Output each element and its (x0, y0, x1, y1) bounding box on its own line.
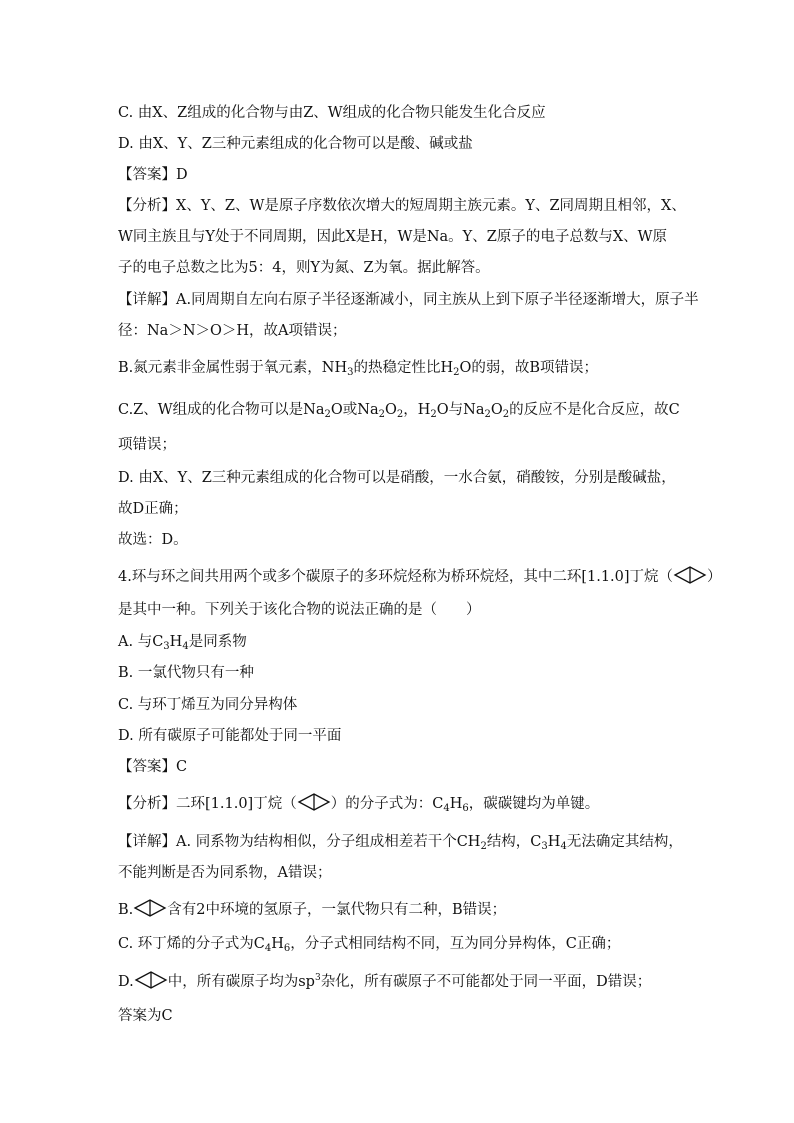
question-4-option-b: B. 一氯代物只有一种 (118, 665, 254, 681)
question-4-option-a: A. 与$C_3H_4$是同系物 (118, 634, 247, 652)
analysis-q4-line: 【分析】二环[1.1.0]丁烷（ ）的分子式为：$C_4H_6$，碳碳键均为单键。 (118, 792, 599, 814)
explanation-q4-c-line: C. 环丁烯的分子式为$C_4H_6$，分子式相同结构不同，互为同分异构体，C正确； (118, 936, 621, 954)
analysis-line-1: 【分析】X、Y、Z、W是原子序数依次增大的短周期主族元素。Y、Z同周期且相邻，X、 (118, 198, 686, 214)
analysis-line-3: 子的电子总数之比为5：4，则Y为氮、Z为氧。据此解答。 (118, 260, 490, 276)
bicyclo-butane-icon (134, 970, 168, 990)
final-answer-text: 答案为C (118, 1008, 173, 1024)
explanation-d-line-1: D. 由X、Y、Z三种元素组成的化合物可以是硝酸，一水合氨，硝酸铵，分别是酸碱盐， (118, 470, 676, 486)
question-4-option-d: D. 所有碳原子可能都处于同一平面 (118, 728, 342, 744)
choose-d-text: 故选：D。 (118, 532, 188, 548)
question-4-line-1: 4.环与环之间共用两个或多个碳原子的多环烷烃称为桥环烷烃，其中二环[1.1.0]丁烷（ ） (118, 565, 722, 587)
explanation-d-line-2: 故D正确； (118, 501, 188, 517)
explanation-q4-d-line: D. 中，所有碳原子均为$sp^3$杂化，所有碳原子不可能都处于同一平面，D错误； (118, 970, 651, 992)
option-c-text: C. 由X、Z组成的化合物与由Z、W组成的化合物只能发生化合反应 (118, 105, 546, 121)
explanation-q4-b-line: B. 含有2中环境的氢原子，一氯代物只有二种，B错误； (118, 898, 506, 920)
option-d-text: D. 由X、Y、Z三种元素组成的化合物可以是酸、碱或盐 (118, 136, 473, 152)
question-4-line-2: 是其中一种。下列关于该化合物的说法正确的是（ ） (118, 602, 481, 618)
explanation-line-1: 【详解】A.同周期自左向右原子半径逐渐减小，同主族从上到下原子半径逐渐增大，原子半 (118, 292, 699, 308)
explanation-line-2: 径：Na＞N＞O＞H，故A项错误； (118, 323, 347, 339)
explanation-c-line-2: 项错误； (118, 437, 176, 453)
answer-label: 【答案】D (118, 167, 188, 183)
bicyclo-butane-icon (133, 898, 167, 918)
explanation-q4-a-line-1: 【详解】A. 同系物为结构相似，分子组成相差若干个$CH_2$结构，$C_3H_4$无法确定其结构， (118, 834, 683, 852)
analysis-line-2: W同主族且与Y处于不同周期，因此X是H，W是Na。Y、Z原子的电子总数与X、W原 (118, 229, 668, 245)
explanation-c-line: C.Z、W组成的化合物可以是$Na_2O$或$Na_2O_2$，$H_2O$与$Na_2O_2$的反应不是化合反应，故C (118, 402, 680, 420)
explanation-q4-a-line-2: 不能判断是否为同系物，A错误； (118, 865, 332, 881)
bicyclo-butane-icon (297, 792, 331, 812)
question-4-option-c: C. 与环丁烯互为同分异构体 (118, 697, 298, 713)
answer-label-c: 【答案】C (118, 759, 188, 775)
bicyclo-butane-icon (673, 565, 707, 585)
explanation-b-line: B.氮元素非金属性弱于氧元素，$NH_3$的热稳定性比$H_2O$的弱，故B项错误； (118, 360, 599, 378)
